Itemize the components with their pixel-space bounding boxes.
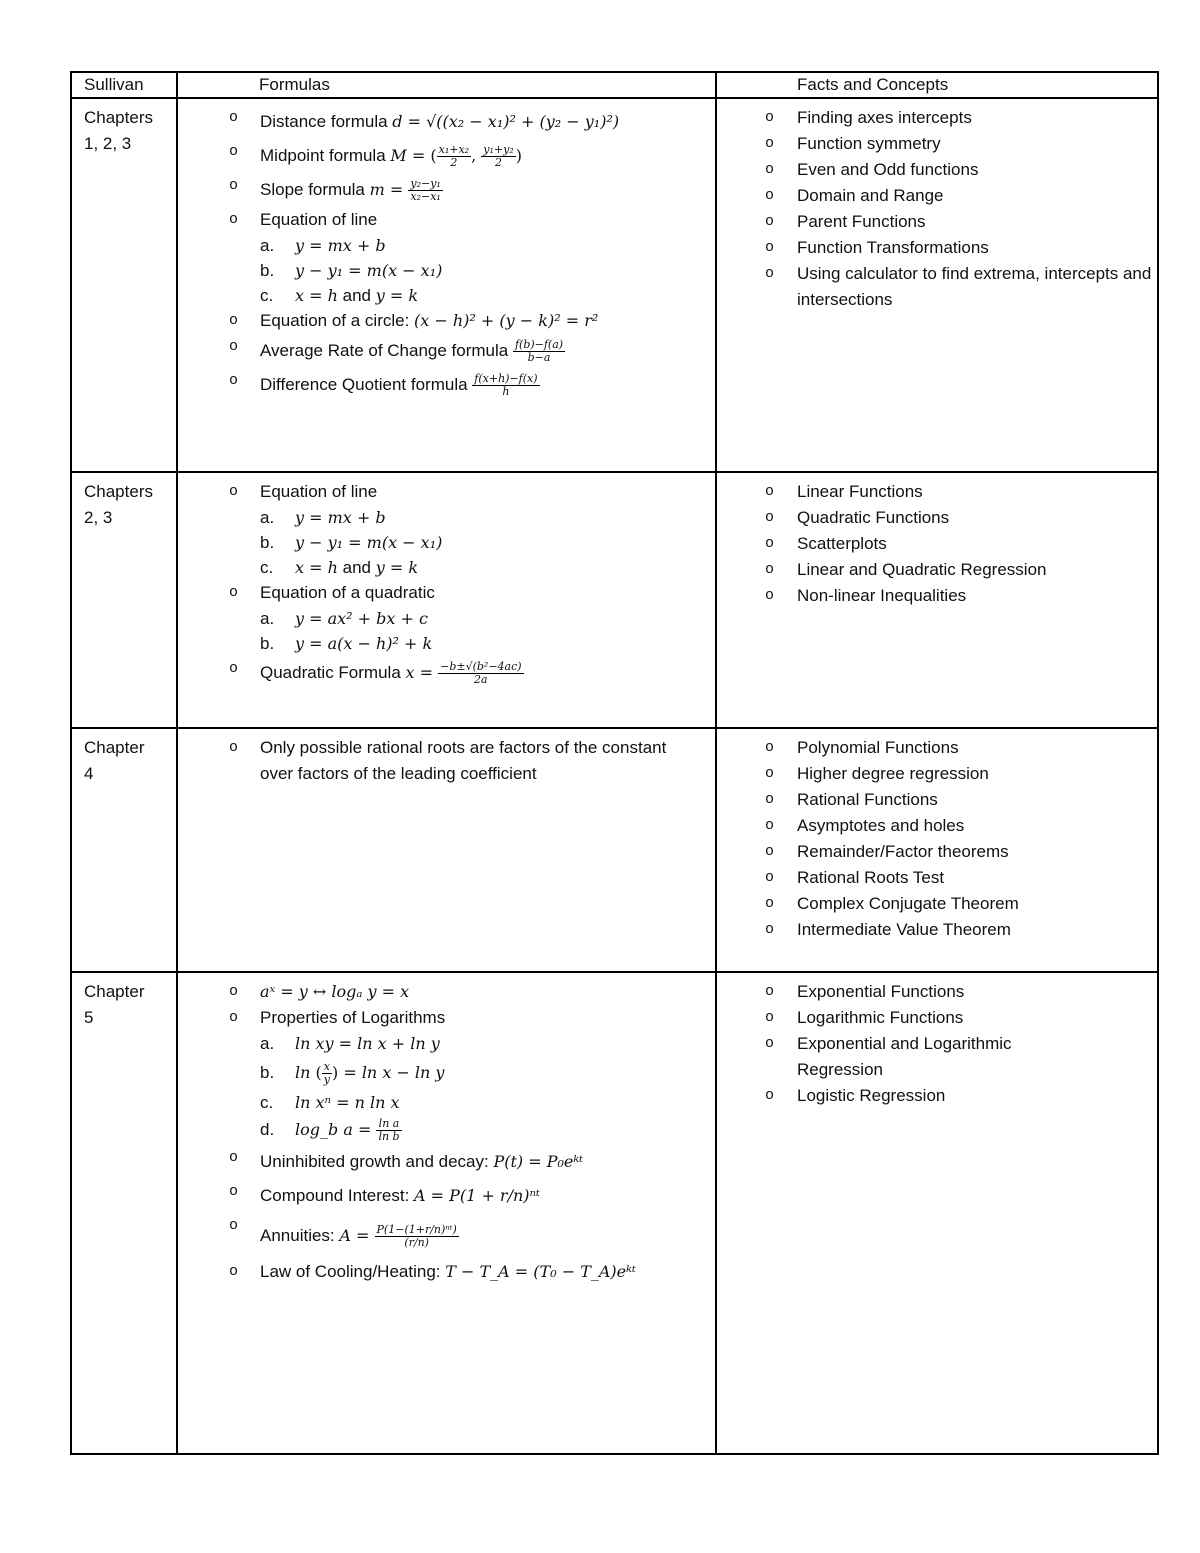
sub-item — [260, 631, 715, 656]
sub-item — [260, 1031, 715, 1056]
list-item: o Midpoint formula M = ( $\frac{\text{x₁+x₂}}{2}$ , $\frac{\text{y₁+y₂}}{2}$ ) — [178, 139, 715, 173]
chapter-label: Chapter — [84, 738, 145, 757]
sub-letter: b. — [260, 1063, 275, 1082]
list-item: o Quadratic Functions — [717, 505, 1157, 531]
formula-label: Equation of line — [260, 210, 378, 230]
sub-list — [260, 505, 715, 580]
list-item: o Exponential and Logarithmic Regression — [717, 1031, 1157, 1083]
numerator: ln a — [376, 1118, 401, 1131]
formula-math: d = √((x₂ − x₁)² + (y₂ − y₁)²) — [392, 112, 620, 131]
formula-math: aˣ = y ↔ logₐ y = x — [260, 982, 410, 1001]
formula-list — [178, 729, 715, 787]
formula-math: y = k — [375, 286, 419, 306]
formula-label: Law of Cooling/Heating: — [260, 1262, 446, 1282]
connector-text: and — [337, 558, 376, 577]
sub-item — [260, 505, 715, 530]
list-item — [178, 979, 715, 1005]
list-item: o Logistic Regression — [717, 1083, 1157, 1109]
formula-label: Equation of line — [260, 482, 378, 501]
sub-letter: c. — [260, 286, 274, 306]
table-row — [71, 472, 1158, 728]
list-item: o Domain and Range — [717, 183, 1157, 209]
formula-label: Quadratic Formula — [260, 663, 406, 682]
formula-label: Difference Quotient formula — [260, 375, 473, 395]
list-item — [178, 1213, 715, 1259]
header-row — [71, 72, 1158, 98]
numerator: y₁+y₂ — [483, 143, 514, 157]
sub-letter: c. — [260, 558, 274, 577]
list-item: o Remainder/Factor theorems — [717, 839, 1157, 865]
numerator: f(b)−f(a) — [514, 338, 564, 352]
sub-list — [260, 233, 715, 308]
list-item: o Using calculator to find extrema, intercepts and intersections — [717, 261, 1157, 313]
list-item: o Rational Functions — [717, 787, 1157, 813]
list-item: o Linear and Quadratic Regression — [717, 557, 1157, 583]
formula-label: Slope formula — [260, 180, 370, 200]
formula-math: y = k — [375, 558, 419, 577]
formula-math: A = P(1 + r/n)ⁿᵗ — [414, 1186, 540, 1206]
list-item — [178, 1259, 715, 1285]
sub-item — [260, 555, 715, 580]
facts-cell — [716, 728, 1158, 972]
list-item: o Finding axes intercepts — [717, 105, 1157, 131]
formula-list — [178, 973, 715, 1285]
sub-item — [260, 1115, 715, 1145]
fraction — [438, 661, 523, 686]
list-item: o Complex Conjugate Theorem — [717, 891, 1157, 917]
sub-letter: a. — [260, 1034, 275, 1053]
formula-list — [178, 473, 715, 690]
sub-letter: b. — [260, 533, 275, 552]
sub-letter: b. — [260, 261, 275, 281]
formula-math: log_b a = — [295, 1120, 377, 1140]
list-item: o Polynomial Functions — [717, 735, 1157, 761]
formulas-cell — [177, 728, 716, 972]
list-item: o Linear Functions — [717, 479, 1157, 505]
sub-item — [260, 258, 715, 283]
formula-label: Distance formula — [260, 112, 393, 131]
sub-item — [260, 606, 715, 631]
chapter-cell — [71, 972, 177, 1454]
chapter-label: Chapters — [84, 482, 153, 501]
facts-list — [717, 473, 1157, 609]
formula-list — [178, 99, 715, 402]
formula-math: y = mx + b — [295, 508, 386, 527]
denominator: (r/n) — [404, 1236, 429, 1250]
denominator: ln b — [378, 1130, 400, 1144]
sub-letter: a. — [260, 508, 275, 527]
denominator: x₂−x₁ — [410, 190, 441, 204]
chapter-cell — [71, 98, 177, 472]
formula-math: y = ax² + bx + c — [295, 609, 428, 628]
formula-math: m = — [369, 180, 409, 200]
sub-list — [260, 606, 715, 656]
formula-label: Equation of a quadratic — [260, 583, 435, 602]
chapter-numbers: 1, 2, 3 — [84, 134, 132, 153]
formula-math: y − y₁ = m(x − x₁) — [295, 533, 443, 552]
sub-item — [260, 283, 715, 308]
list-item — [178, 1179, 715, 1213]
table-row — [71, 728, 1158, 972]
list-item — [178, 207, 715, 308]
formula-math: x = — [405, 663, 439, 682]
list-item — [178, 1145, 715, 1179]
formula-math: M = — [390, 146, 431, 165]
sub-item — [260, 530, 715, 555]
list-item — [178, 173, 715, 207]
facts-cell — [716, 972, 1158, 1454]
chapter-cell — [71, 728, 177, 972]
list-item: o Higher degree regression — [717, 761, 1157, 787]
formula-math: x = h — [295, 558, 338, 577]
formula-math: ln xy = ln x + ln y — [295, 1034, 440, 1053]
formula-math: A = — [339, 1226, 375, 1246]
facts-cell — [716, 98, 1158, 472]
list-item — [178, 479, 715, 580]
list-item: o Rational Roots Test — [717, 865, 1157, 891]
sub-list — [260, 1031, 715, 1145]
numerator: x — [323, 1060, 330, 1074]
chapter-numbers: 5 — [84, 1008, 94, 1027]
formula-math: P(t) = P₀eᵏᵗ — [493, 1152, 584, 1172]
formula-math: (x − h)² + (y − k)² = r² — [414, 311, 599, 331]
list-item — [178, 368, 715, 402]
sub-letter: d. — [260, 1120, 275, 1140]
formula-label: Annuities: — [260, 1226, 340, 1246]
formula-math: = ln x − ln y — [338, 1063, 445, 1082]
list-item: o Function Transformations — [717, 235, 1157, 261]
sub-letter: a. — [260, 609, 275, 628]
formula-math: ln xⁿ = n ln x — [295, 1093, 400, 1113]
chapter-label: Chapters — [84, 108, 153, 127]
chapter-numbers: 2, 3 — [84, 508, 113, 527]
formulas-cell — [177, 98, 716, 472]
denominator: 2 — [494, 156, 502, 170]
list-item: o Parent Functions — [717, 209, 1157, 235]
list-item: o Intermediate Value Theorem — [717, 917, 1157, 943]
sub-letter: a. — [260, 236, 275, 256]
list-item: o Exponential Functions — [717, 979, 1157, 1005]
formulas-cell — [177, 972, 716, 1454]
header-formulas: Formulas — [177, 72, 716, 98]
list-item: o Only possible rational roots are factors of the constant over factors of the leading coefficient — [178, 735, 715, 787]
formula-label: Midpoint formula — [260, 146, 391, 165]
header-facts: Facts and Concepts — [716, 72, 1158, 98]
table-row — [71, 98, 1158, 472]
chapter-numbers: 4 — [84, 764, 94, 783]
facts-list — [717, 729, 1157, 943]
formula-math: y − y₁ = m(x − x₁) — [295, 261, 443, 281]
denominator: h — [502, 385, 510, 399]
numerator: P(1−(1+r/n)ⁿᵗ) — [376, 1223, 457, 1237]
list-item: o Logarithmic Functions — [717, 1005, 1157, 1031]
facts-list — [717, 99, 1157, 313]
formula-table — [70, 71, 1159, 1455]
fraction — [408, 178, 442, 203]
fraction — [481, 144, 515, 169]
chapter-cell — [71, 472, 177, 728]
list-item: o Function symmetry — [717, 131, 1157, 157]
list-item — [178, 580, 715, 656]
sub-item: b. ln ( $\frac{x}{y}$ ) = ln x − ln y — [260, 1060, 445, 1087]
formula-math: ln — [295, 1063, 316, 1082]
list-item — [178, 656, 715, 690]
sub-letter: c. — [260, 1093, 274, 1113]
fraction — [376, 1118, 401, 1143]
sub-item — [260, 1090, 715, 1115]
fraction — [513, 339, 565, 364]
facts-cell — [716, 472, 1158, 728]
formula-label: Compound Interest: — [260, 1186, 415, 1206]
formula-label: Uninhibited growth and decay: — [260, 1152, 494, 1172]
numerator: x₁+x₂ — [438, 143, 470, 157]
list-item: o Asymptotes and holes — [717, 813, 1157, 839]
header-sullivan: Sullivan — [71, 72, 177, 98]
list-item: o Non-linear Inequalities — [717, 583, 1157, 609]
list-item: o Scatterplots — [717, 531, 1157, 557]
formula-label: Average Rate of Change formula — [260, 341, 513, 361]
denominator: y — [323, 1073, 330, 1087]
sub-item — [260, 233, 715, 258]
denominator: 2a — [474, 673, 488, 687]
formula-math: y = mx + b — [295, 236, 386, 256]
list-item — [178, 105, 715, 139]
denominator: 2 — [450, 156, 458, 170]
list-item — [178, 308, 715, 334]
denominator: b−a — [527, 351, 551, 365]
formulas-cell — [177, 472, 716, 728]
fraction — [472, 373, 539, 398]
list-item — [178, 1005, 715, 1145]
fraction — [437, 144, 471, 169]
fraction — [375, 1224, 459, 1249]
list-item: o Even and Odd functions — [717, 157, 1157, 183]
formula-math: T − T_A = (T₀ − T_A)eᵏᵗ — [445, 1262, 636, 1282]
formula-label: Equation of a circle: — [260, 311, 415, 331]
numerator: −b±√(b²−4ac) — [440, 660, 522, 674]
formula-math: y = a(x − h)² + k — [295, 634, 433, 653]
formula-math: x = h — [295, 286, 338, 306]
table-row — [71, 972, 1158, 1454]
formula-label: Properties of Logarithms — [260, 1008, 446, 1027]
numerator: f(x+h)−f(x) — [474, 372, 538, 386]
list-item — [178, 334, 715, 368]
facts-list — [717, 973, 1157, 1109]
connector-text: and — [337, 286, 376, 306]
fraction — [322, 1061, 332, 1086]
numerator: y₂−y₁ — [410, 177, 441, 191]
sub-letter: b. — [260, 634, 275, 653]
chapter-label: Chapter — [84, 982, 145, 1001]
